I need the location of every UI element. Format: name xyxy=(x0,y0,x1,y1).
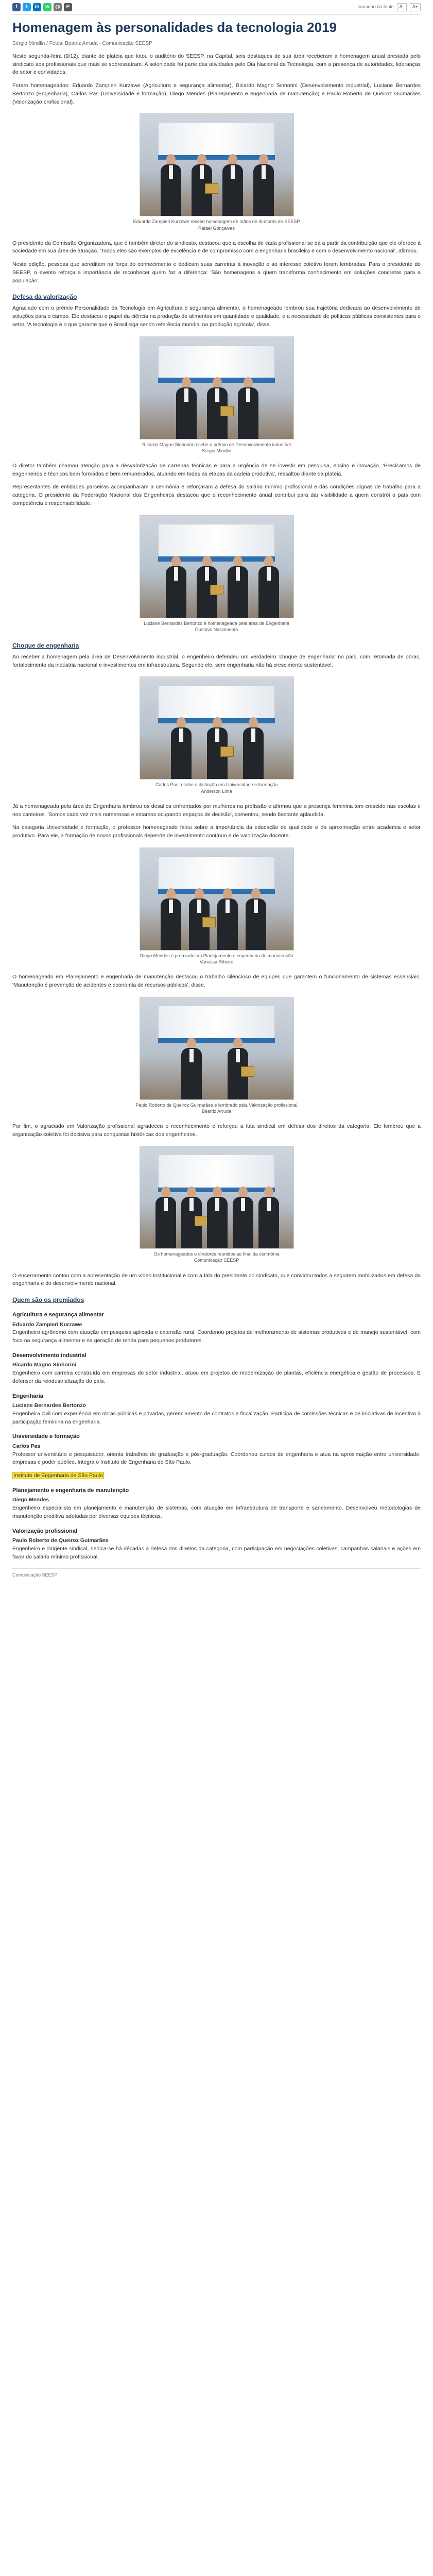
award-plaque xyxy=(205,183,218,194)
photo-caption xyxy=(12,620,421,633)
intro-paragraph: Nesta edição, pessoas que acreditam na força do conhecimento e dedicam suas carreiras à inovação e ao interesse coletivo foram lembradas. Para o presidente do SEESP, o evento reforça a importância de reconhecer quem faz a diferença: 'São homenagens a quem transforma conhecimento em soluções concretas para a população'. xyxy=(12,261,421,284)
person-figure xyxy=(253,154,274,216)
body-paragraph: O homenageado em Planejamento e engenharia de manutenção destacou o trabalho silencioso de equipes que garantem o funcionamento de sistemas essenciais. 'Manutenção é prevenção de acidentes e economia de recursos públicos', disse. xyxy=(12,974,421,988)
section-heading: Quem são os premiados xyxy=(12,1296,84,1304)
bio-name: Paulo Roberto de Queiroz Guimarães xyxy=(12,1537,109,1544)
person-figure xyxy=(228,556,248,618)
font-size-controls xyxy=(358,3,421,11)
person-figure xyxy=(161,154,181,216)
bio-heading: Universidade e formação xyxy=(12,1433,80,1440)
event-photo xyxy=(140,676,294,779)
print-icon[interactable]: P xyxy=(64,3,72,11)
bio-highlight xyxy=(12,1472,421,1480)
body-paragraph: Agraciado com o prêmio Personalidade da Tecnologia em Agricultura e segurança alimentar, o homenageado lembrou sua trajetória dedicada ao desenvolvimento de soluções para o campo. Ele destacou o papel da ciência na produção de alimentos em quantidade e qualidade, e a necessidade de políticas públicas consistentes para o setor. 'A tecnologia é o que garante que o Brasil siga sendo referência mundial na produção agrícola', disse. xyxy=(12,305,421,328)
photo-figure xyxy=(12,515,421,633)
caption-text: Eduardo Zampieri Kurzawe recebe homenagem de mãos de diretores do SEESP xyxy=(133,219,300,225)
intro-paragraph: O presidente da Comissão Organizadora, que é também diretor do sindicato, destacou que a escolha de cada profissional se dá a partir da contribuição que ele oferece à sociedade em sua área de atuação. 'Todos eles são exemplos de excelência e de compromisso com a engenharia brasileira e com o desenvolvimento nacional', afirmou. xyxy=(12,240,421,255)
event-photo xyxy=(140,113,294,216)
photo-caption xyxy=(12,218,421,231)
bio-heading: Desenvolvimento industrial xyxy=(12,1352,86,1359)
bio-text: Professor universitário e pesquisador, orienta trabalhos de graduação e pós-graduação. Coordenou cursos de engenharia e atua na aproximação entre universidade, empresas e poder público. Integra o Instituto de Engenharia de São Paulo. xyxy=(12,1451,421,1466)
body-paragraph: Ao receber a homenagem pela área de Desenvolvimento industrial, o engenheiro defendeu um verdadeiro 'choque de engenharia' no país, com retomada de obras, fortalecimento da indústria nacional e investimentos em infraestrutura. Segundo ele, sem engenharia não há crescimento sustentável. xyxy=(12,653,421,668)
bio-name: Luciane Bernardes Bertonzo xyxy=(12,1402,86,1409)
award-plaque xyxy=(220,406,234,416)
twitter-icon[interactable]: t xyxy=(23,3,31,11)
bio-heading: Planejamento e engenharia de manutenção xyxy=(12,1487,129,1494)
person-figure xyxy=(246,888,266,950)
person-figure xyxy=(243,717,264,779)
caption-credit: Sérgio Mindlin xyxy=(201,448,232,453)
social-share xyxy=(12,3,72,11)
facebook-icon[interactable]: f xyxy=(12,3,21,11)
bio-item xyxy=(12,1527,421,1562)
bio-text: Engenheiro agrônomo com atuação em pesquisa aplicada e extensão rural. Coordenou projetos de melhoramento de sistemas produtivos e de manejo sustentável, com foco na segurança alimentar e na geração de renda para pequenos produtores. xyxy=(12,1329,421,1344)
caption-credit: Anderson Lima xyxy=(201,788,232,794)
share-toolbar xyxy=(12,0,421,15)
bio-text: Engenheiro especialista em planejamento e manutenção de sistemas, com atuação em infraestrutura de transporte e saneamento. Desenvolveu metodologias de manutenção preditiva adotadas por diversas equipes técnicas. xyxy=(12,1505,421,1519)
person-figure xyxy=(222,154,243,216)
person-figure xyxy=(217,888,238,950)
body-paragraph: Por fim, o agraciado em Valorização profissional agradeceu o reconhecimento e reforçou a luta sindical em defesa dos direitos da categoria. Ele lembrou que a organização coletiva foi decisiva para conquistas históricas dos engenheiros. xyxy=(12,1123,421,1138)
award-plaque xyxy=(220,747,234,757)
award-plaque xyxy=(202,917,216,927)
caption-text: Diego Mendes é premiado em Planejamento e engenharia de manutenção xyxy=(140,953,293,958)
bio-item xyxy=(12,1392,421,1427)
person-figure xyxy=(161,888,181,950)
caption-credit: Beatriz Arruda xyxy=(201,1108,232,1114)
page-title: Homenagem às personalidades da tecnologia 2019 xyxy=(12,20,337,35)
bio-name: Carlos Pas xyxy=(12,1443,41,1449)
photo-figure xyxy=(12,997,421,1114)
bio-name: Ricardo Magno Sinhorini xyxy=(12,1362,77,1368)
bio-heading: Agricultura e segurança alimentar xyxy=(12,1312,104,1318)
person-figure xyxy=(258,1187,279,1248)
event-photo xyxy=(140,997,294,1100)
bio-item xyxy=(12,1351,421,1386)
caption-text: Ricardo Magno Sinhorini recebe o prêmio de Desenvolvimento industrial xyxy=(142,442,291,447)
caption-text: Os homenageados e diretores reunidos ao final da cerimônia xyxy=(153,1251,280,1257)
photo-caption xyxy=(12,1102,421,1114)
bio-text: Engenheira civil com experiência em obras públicas e privadas, gerenciamento de contratos e fiscalização. Participa de comissões técnicas e de iniciativas de incentivo à participação feminina na engenharia. xyxy=(12,1410,421,1425)
bio-item xyxy=(12,1311,421,1345)
photo-figure xyxy=(12,1146,421,1263)
photo-caption xyxy=(12,782,421,794)
person-figure xyxy=(171,717,192,779)
person-figure xyxy=(207,1187,228,1248)
byline: Sérgio Mindlin / Fotos: Beatriz Arruda - Comunicação SEESP xyxy=(12,40,152,46)
bio-heading: Engenharia xyxy=(12,1393,43,1399)
linkedin-icon[interactable]: in xyxy=(33,3,41,11)
caption-text: Carlos Pas recebe a distinção em Universidade e formação xyxy=(155,782,278,788)
award-plaque xyxy=(241,1066,254,1077)
event-photo xyxy=(140,336,294,439)
section-heading: Choque de engenharia xyxy=(12,641,79,649)
photo-caption xyxy=(12,442,421,454)
whatsapp-icon[interactable]: w xyxy=(43,3,51,11)
award-plaque xyxy=(195,1216,208,1226)
body-paragraph: O encerramento contou com a apresentação de um vídeo institucional e com a fala do presidente do sindicato, que convidou todos a seguirem mobilizados em defesa da engenharia e do desenvolvimento nacional. xyxy=(12,1272,421,1287)
bio-name: Diego Mendes xyxy=(12,1497,49,1503)
photo-caption xyxy=(12,953,421,965)
body-paragraph: Na categoria Universidade e formação, o professor homenageado falou sobre a importância da educação de qualidade e da aproximação entre academia e setor produtivo. Para ele, a formação de novos profissionais depende de investimento contínuo e de valorização docente. xyxy=(12,824,421,839)
person-figure xyxy=(181,1038,202,1099)
body-paragraph: Já a homenageada pela área de Engenharia lembrou os desafios enfrentados por mulheres na profissão e afirmou que a presença feminina tem crescido nas escolas e nos canteiros. 'Somos cada vez mais numerosas e estamos ocupando espaços de decisão', comentou, sendo bastante aplaudida. xyxy=(12,803,421,818)
caption-credit: Gustavo Nascimento xyxy=(195,626,238,632)
person-figure xyxy=(166,556,186,618)
bio-item xyxy=(12,1486,421,1521)
body-paragraph: Representantes de entidades parceiras acompanharam a cerimônia e reforçaram a defesa do salário mínimo profissional e das condições dignas de trabalho para a categoria. O presidente da Federação Nacional dos Engenheiros destacou que o reconhecimento anual contribui para dar visibilidade a quem constrói o país com competência e responsabilidade. xyxy=(12,484,421,506)
bios-list xyxy=(12,1311,421,1561)
person-figure xyxy=(176,377,197,439)
caption-credit: Rafael Gonçalves xyxy=(198,225,235,231)
caption-credit: Comunicação SEESP xyxy=(194,1258,239,1263)
person-figure xyxy=(238,377,258,439)
caption-text: Paulo Roberto de Queiroz Guimarães é lembrado pela Valorização profissional xyxy=(135,1102,298,1108)
article-footer: Comunicação SEESP xyxy=(12,1568,421,1579)
email-icon[interactable]: @ xyxy=(54,3,62,11)
person-figure xyxy=(233,1187,253,1248)
photo-figure xyxy=(12,113,421,231)
intro-paragraph: Foram homenageados: Eduardo Zampieri Kurzawe (Agricultura e segurança alimentar), Ricardo Magno Sinhorini (Desenvolvimento industrial), Luciane Bernardes Bertonzo (Engenharia), Carlos Pas (Universidade e formação), Diego Mendes (Planejamento e engenharia de manutenção) e Paulo Roberto de Queiroz Guimarães (Valorização profissional). xyxy=(12,82,421,105)
caption-text: Luciane Bernardes Bertonzo é homenageada pela área de Engenharia xyxy=(144,620,289,626)
highlighted-text: Instituto de Engenharia de São Paulo xyxy=(13,1472,103,1479)
photo-caption xyxy=(12,1251,421,1263)
award-plaque xyxy=(210,585,223,595)
font-decrease-button[interactable]: A- xyxy=(397,3,407,11)
event-photo xyxy=(140,515,294,618)
photo-figure xyxy=(12,676,421,794)
bio-name: Eduardo Zampieri Kurzawe xyxy=(12,1321,82,1328)
person-figure xyxy=(258,556,279,618)
caption-credit: Vanessa Ribeiro xyxy=(199,959,234,964)
photo-figure xyxy=(12,848,421,965)
section-heading: Defesa da valorização xyxy=(12,293,77,301)
font-increase-button[interactable]: A+ xyxy=(410,3,421,11)
bio-text: Engenheiro e dirigente sindical, dedica-se há décadas à defesa dos direitos da categoria, com participação em negociações coletivas, campanhas salariais e ações em favor do salário mínimo profissional. xyxy=(12,1545,421,1560)
bio-text: Engenheiro com carreira construída em empresas do setor industrial, atuou em projetos de modernização de plantas, eficiência energética e gestão de processos. É defensor da reindustrialização do país. xyxy=(12,1370,421,1384)
intro-paragraph: Neste segunda-feira (9/12), diante de plateia que lotou o auditório do SEESP, na Capital, seis destaques de sua área receberam a homenagem anual prestada pelo sindicato aos profissionais que mais se sobressaíram. A solenidade foi parte das atividades pelo Dia Nacional da Tecnologia, com a presença de autoridades, lideranças do setor e convidados. xyxy=(12,53,421,76)
event-photo xyxy=(140,848,294,951)
person-figure xyxy=(155,1187,176,1248)
event-photo xyxy=(140,1146,294,1249)
bio-item xyxy=(12,1432,421,1480)
body-paragraph: O diretor também chamou atenção para a desvalorização de carreiras técnicas e para a urgência de se investir em pesquisa, ensino e inovação. 'Precisamos de engenheiros e técnicos bem formados e bem remunerados, atuando em todas as etapas da cadeia produtiva', ressaltou diante da plateia. xyxy=(12,462,421,477)
photo-figure xyxy=(12,336,421,454)
font-size-label: tamanho da fonte xyxy=(357,4,394,10)
bio-heading: Valorização profissional xyxy=(12,1528,77,1534)
